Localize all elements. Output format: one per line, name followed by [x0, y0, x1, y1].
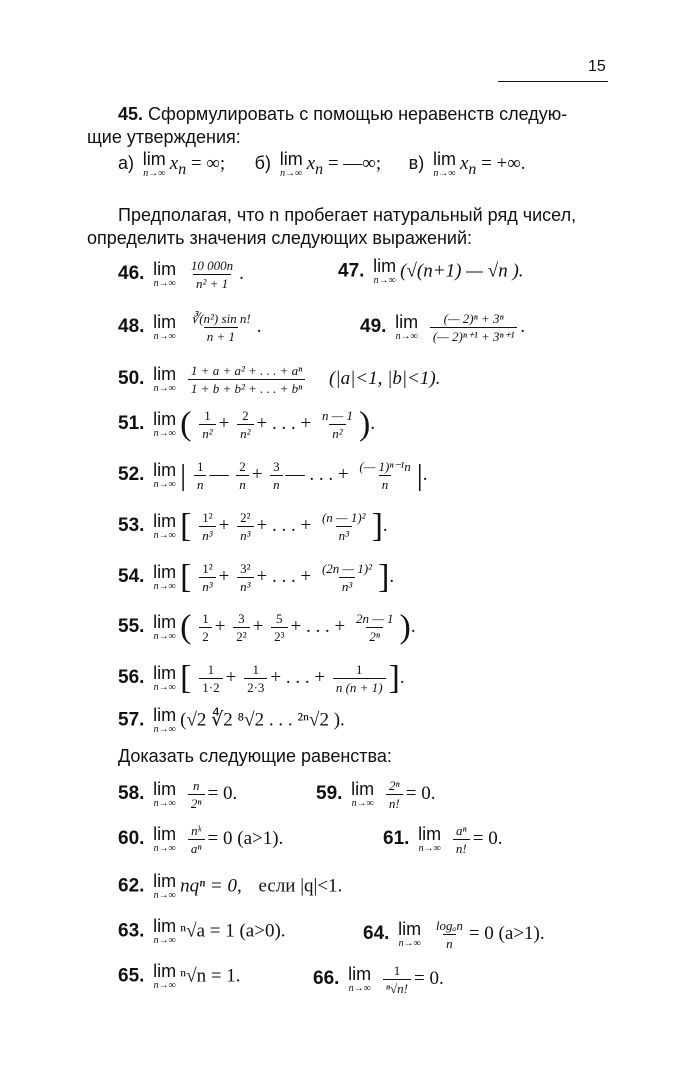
problem-48: 48. lim n→∞ $\frac{\text{∛(n²) sin n!}}{n + 1}$ .	[118, 311, 262, 344]
intro-line1: Предполагая, что n пробегает натуральный ряд чисел,	[118, 205, 577, 225]
item-b: б) lim n→∞ $x_n$ = —∞;	[254, 149, 382, 179]
problem-50: 50. lim n→∞ $\frac{\text{1 + a + a² + . . . + aⁿ}}{\text{1 + b + b² + . . . + bⁿ}}$ (|a|<1, |b|<1).	[118, 363, 441, 396]
problem-59: 59. lim n→∞ $\frac{\text{2ⁿ}}{n!}$ = 0.	[316, 778, 436, 811]
problem-45-line1	[118, 104, 567, 125]
item-a: а) lim n→∞ $x_n$ = ∞;	[118, 149, 226, 179]
problem-66: 66. lim n→∞ $\frac{1}{\text{ⁿ√n!}}$ = 0.	[313, 963, 444, 996]
problem-46: 46. lim n→∞ $\frac{10 000n}{\text{n² + 1}}$ .	[118, 258, 244, 291]
problem-number: 45.	[118, 104, 144, 124]
problem-58: 58. lim n→∞ $\frac{n}{\text{2ⁿ}}$ = 0.	[118, 778, 238, 811]
problem-63: 63. lim n→∞ ⁿ√a = 1 (a>0).	[118, 916, 286, 946]
problem-52: 52. lim n→∞ | $\frac{1}{n}$ — $\frac{2}{n}$ + $\frac{3}{n}$ — . . . + $\frac{\text{(— 1)ⁿ⁻¹n}}{n}$ |.	[118, 458, 428, 492]
item-c: в) lim n→∞ $x_n$ = +∞.	[408, 149, 526, 179]
problem-54: 54. lim n→∞ [ $\frac{\text{1²}}{\text{n³}}$ + $\frac{\text{3²}}{\text{n³}}$ + . . . + $\frac{\text{(2n — 1)²}}{\text{n³}}$ ].	[118, 558, 395, 596]
problem-45-items	[118, 150, 526, 180]
problem-47: 47. lim n→∞ (√(n+1) — √n ).	[338, 256, 524, 286]
problem-45-line2: щие утверждения:	[87, 127, 241, 147]
problem-57: 57. lim n→∞ (√2 ∜2 ⁸√2 . . . ²ⁿ√2 ).	[118, 705, 345, 735]
problem-62: 62. lim n→∞ nqⁿ = 0, если |q|<1.	[118, 871, 343, 901]
problem-61: 61. lim n→∞ $\frac{\text{aⁿ}}{n!}$ = 0.	[383, 823, 503, 856]
problem-55: 55. lim n→∞ ( $\frac{1}{2}$ + $\frac{3}{\text{2²}}$ + $\frac{5}{\text{2³}}$ + . . . + $\frac{2n — 1}{\text{2ⁿ}}$ ).	[118, 608, 416, 646]
prove-heading: Доказать следующие равенства:	[118, 746, 392, 766]
problem-56: 56. lim n→∞ [ $\frac{1}{1\cdot 2}$ + $\frac{1}{2\cdot 3}$ + . . . + $\frac{1}{n (n + 1)}$ ].	[118, 659, 405, 697]
problem-text: Сформулировать с помощью неравенств следую-	[148, 104, 568, 124]
problem-65: 65. lim n→∞ ⁿ√n = 1.	[118, 961, 241, 991]
problem-53: 53. lim n→∞ [ $\frac{\text{1²}}{\text{n³}}$ + $\frac{\text{2²}}{\text{n³}}$ + . . . + $\frac{\text{(n — 1)²}}{\text{n³}}$ ].	[118, 507, 388, 545]
problem-64: 64. lim n→∞ $\frac{\text{logₐn}}{n}$ = 0 (a>1).	[363, 918, 545, 951]
problem-60: 60. lim n→∞ $\frac{\text{nᵏ}}{\text{aⁿ}}$ = 0 (a>1).	[118, 823, 284, 856]
header-rule	[498, 81, 608, 82]
intro-line2: определить значения следующих выражений:	[87, 228, 473, 248]
problem-49: 49. lim n→∞ $\frac{\text{(— 2)ⁿ + 3ⁿ}}{\text{(— 2)ⁿ⁺¹ + 3ⁿ⁺¹}}$ .	[360, 311, 526, 344]
problem-51: 51. lim n→∞ ( $\frac{1}{\text{n²}}$ + $\frac{2}{\text{n²}}$ + . . . + $\frac{n — 1}{\text{n²}}$ ).	[118, 405, 376, 443]
page-number: 15	[588, 58, 606, 75]
